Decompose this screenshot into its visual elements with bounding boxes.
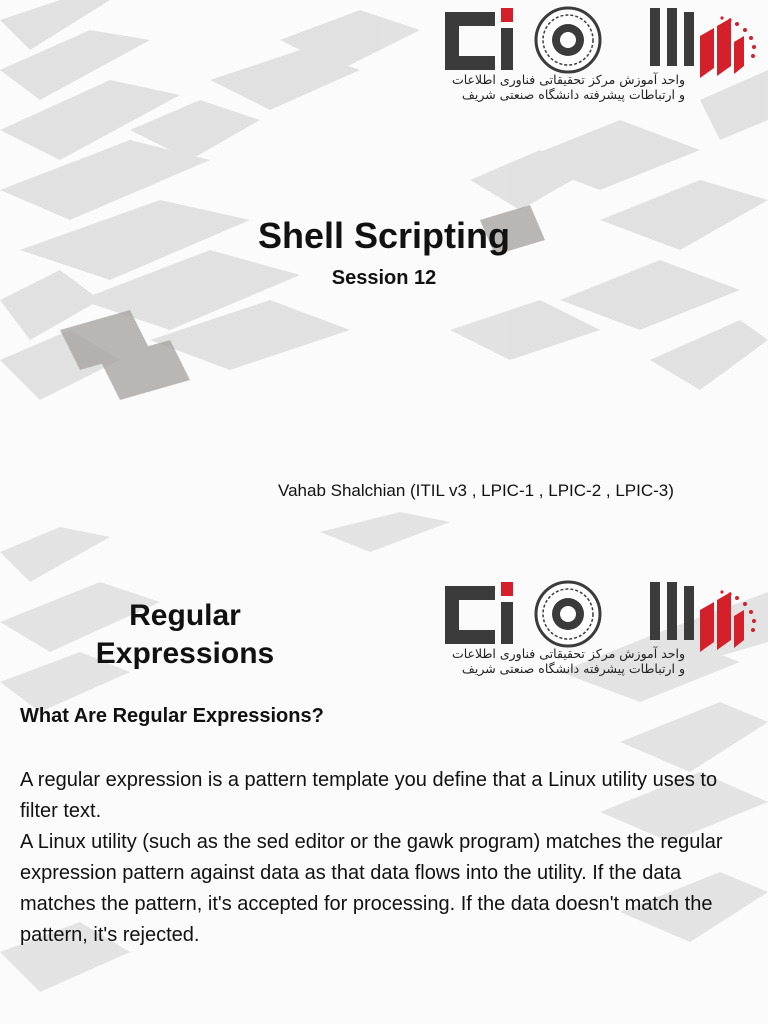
slide-title: Shell Scripting: [257, 215, 511, 256]
section-heading: What Are Regular Expressions?: [20, 705, 324, 727]
university-seal: [536, 582, 600, 646]
sharif-emblem: [650, 582, 756, 652]
paragraph: A regular expression is a pattern template you define that a Linux utility uses to filter text.: [20, 769, 718, 822]
logo-persian-text-line1: واحد آموزش مرکز تحقیقاتی فناوری اطلاعات: [451, 72, 685, 87]
slide-title-line1: Regular: [129, 599, 241, 632]
ci-c-shape: [445, 12, 495, 70]
body-text: [20, 765, 755, 951]
university-seal: [536, 8, 600, 72]
institution-logo: [445, 580, 760, 692]
ci-i-stem: [501, 28, 513, 70]
slide-subtitle: Session 12: [331, 267, 437, 289]
logo-persian-text-line1: واحد آموزش مرکز تحقیقاتی فناوری اطلاعات: [451, 646, 685, 661]
slide-title-line2: Expressions: [95, 637, 275, 670]
author-credit: Vahab Shalchian (ITIL v3 , LPIC-1 , LPIC-2 , LPIC-3): [278, 481, 674, 500]
content-slide: [0, 512, 768, 1024]
ci-i-dot: [501, 582, 513, 596]
ci-i-dot: [501, 8, 513, 22]
sharif-emblem: [650, 8, 756, 78]
institution-logo: [445, 6, 760, 118]
logo-persian-text-line2: و ارتباطات پیشرفته دانشگاه صنعتی شریف: [461, 661, 685, 676]
logo-persian-text-line2: و ارتباطات پیشرفته دانشگاه صنعتی شریف: [461, 87, 685, 102]
ci-c-shape: [445, 586, 495, 644]
slide-title: [60, 597, 310, 673]
ci-i-stem: [501, 602, 513, 644]
paragraph: A Linux utility (such as the sed editor or the gawk program) matches the regular expression pattern against data as that data flows into the utility. If the data matches the pattern, it's accepted for processing. If the data doesn't match the pattern, it's rejected.: [20, 831, 723, 946]
